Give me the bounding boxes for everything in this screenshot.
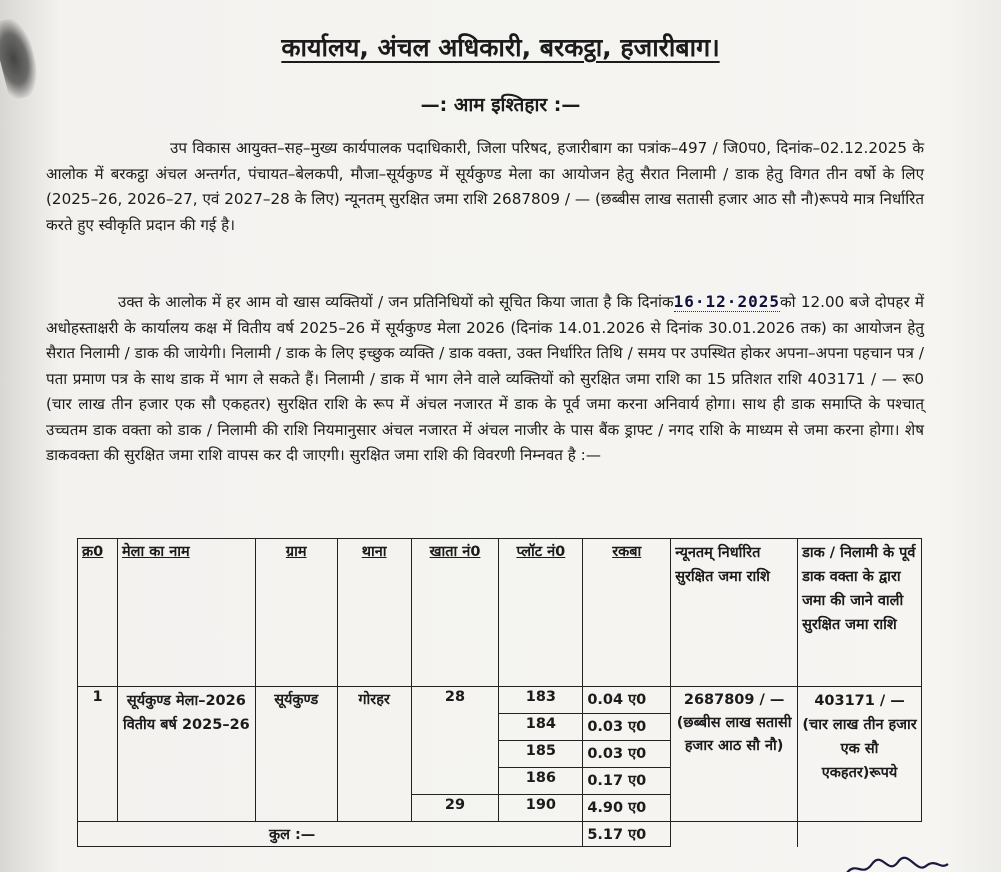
cell-plot: 184 [499, 714, 583, 741]
cell-khata-28: 28 [411, 687, 499, 795]
total-area: 5.17 ए0 [583, 822, 671, 847]
cell-village: सूर्यकुण्ड [255, 687, 337, 822]
cell-sr: 1 [78, 687, 118, 822]
paragraph-2 [46, 289, 924, 469]
table-header-row [78, 539, 922, 687]
cell-plot: 185 [499, 741, 583, 768]
cell-khata-29: 29 [411, 795, 499, 822]
cell-plot: 186 [499, 768, 583, 795]
cell-plot: 183 [499, 687, 583, 714]
paragraph-1: उप विकास आयुक्त–सह–मुख्य कार्यपालक पदाधिकारी, जिला परिषद, हजारीबाग का पत्रांक–497 / जि0प0, दिनांक–02.12.2025 के आलोक में बरकट्ठा अंचल अन्तर्गत, पंचायत–बेलकपी, मौजा–सूर्यकुण्ड में सूर्यकुण्ड मेला का आयोजन हेतु सैरात निलामी / डाक हेतु विगत तीन वर्षो के लिए (2025–26, 2026–27, एवं 2027–28 के लिए) न्यूनतम् सुरक्षित जमा राशि 2687809 / — (छब्बीस लाख सतासी हजार आठ सौ नौ)रूपये मात्र निर्धारित करते हुए स्वीकृति प्रदान की गई है। [46, 139, 924, 234]
table-total-row [78, 822, 922, 847]
cell-fair-name: सूर्यकुण्ड मेला–2026 वितीय बर्ष 2025–26 [117, 687, 255, 822]
handwritten-date: 16·12·2025 [673, 292, 780, 311]
cell-area: 0.04 ए0 [583, 687, 671, 714]
signature-mark [842, 856, 952, 872]
table-row [78, 687, 922, 714]
paragraph-2-body: को 12.00 बजे दोपहर में अधोहस्ताक्षरी के कार्यालय कक्ष में वितीय वर्ष 2025–26 में सूर्यकुण्ड मेला 2026 (दिनांक 14.01.2026 से दिनांक 30.01.2026 तक) का आयोजन हेतु सैरात निलामी / डाक की जायेगी। निलामी / डाक के लिए इच्छुक व्यक्ति / डाक वक्ता, उक्त निर्धारित तिथि / समय पर उपस्थित होकर अपना–अपना पहचान पत्र / पता प्रमाण पत्र के साथ डाक में भाग ले सकते हैं। निलामी / डाक में भाग लेने वाले व्यक्तियों को सुरक्षित जमा राशि का 15 प्रतिशत राशि 403171 / — रू0 (चार लाख तीन हजार एक सौ एकहतर) सुरक्षित राशि के रूप में अंचल नजारत में डाक के पूर्व जमा करना अनिवार्य होगा। साथ ही डाक समाप्ति के पश्चात् उच्चतम डाक वक्ता को डाक / निलामी की राशि नियमानुसार अंचल नजारत में अंचल नाजीर के पास बैंक ड्राफ्ट / नगद राशि के माध्यम से जमा करना होगा। शेष डाकवक्ता की सुरक्षित जमा राशि वापस कर दी जाएगी। सुरक्षित जमा राशि की विवरणी निम्नवत है :— [46, 293, 925, 464]
notice-heading: —: आम इश्तिहार :— [420, 94, 581, 116]
total-label: कुल :— [78, 822, 583, 847]
header-sr: क्र0 [78, 539, 118, 687]
header-khata-no: खाता नं0 [411, 539, 499, 687]
cell-area: 0.03 ए0 [583, 741, 671, 768]
header-advance-deposit: डाक / निलामी के पूर्व डाक वक्ता के द्वारा जमा की जाने वाली सुरक्षित जमा राशि [798, 539, 922, 687]
header-min-deposit: न्यूनतम् निर्धारित सुरक्षित जमा राशि [671, 539, 798, 687]
header-fair-name: मेला का नाम [117, 539, 255, 687]
cell-plot: 190 [499, 795, 583, 822]
cell-min-deposit: 2687809 / — (छब्बीस लाख सतासी हजार आठ सौ नौ) [671, 687, 798, 822]
cell-advance-deposit: 403171 / — (चार लाख तीन हजार एक सौ एकहतर)रूपये [798, 687, 922, 822]
header-village: ग्राम [255, 539, 337, 687]
header-area: रकबा [583, 539, 671, 687]
cell-police-station: गोरहर [337, 687, 411, 822]
cell-area: 4.90 ए0 [583, 795, 671, 822]
office-title: कार्यालय, अंचल अधिकारी, बरकट्ठा, हजारीबाग। [281, 33, 720, 62]
header-plot-no: प्लॉट नं0 [499, 539, 583, 687]
total-empty-deposit [798, 822, 922, 847]
cell-area: 0.03 ए0 [583, 714, 671, 741]
total-empty-min [671, 822, 798, 847]
deposit-table [77, 538, 922, 847]
cell-area: 0.17 ए0 [583, 768, 671, 795]
header-police-station: थाना [337, 539, 411, 687]
paragraph-2-intro: उक्त के आलोक में हर आम वो खास व्यक्तियों / जन प्रतिनिधियों को सूचित किया जाता है कि दिनांक [118, 293, 674, 311]
